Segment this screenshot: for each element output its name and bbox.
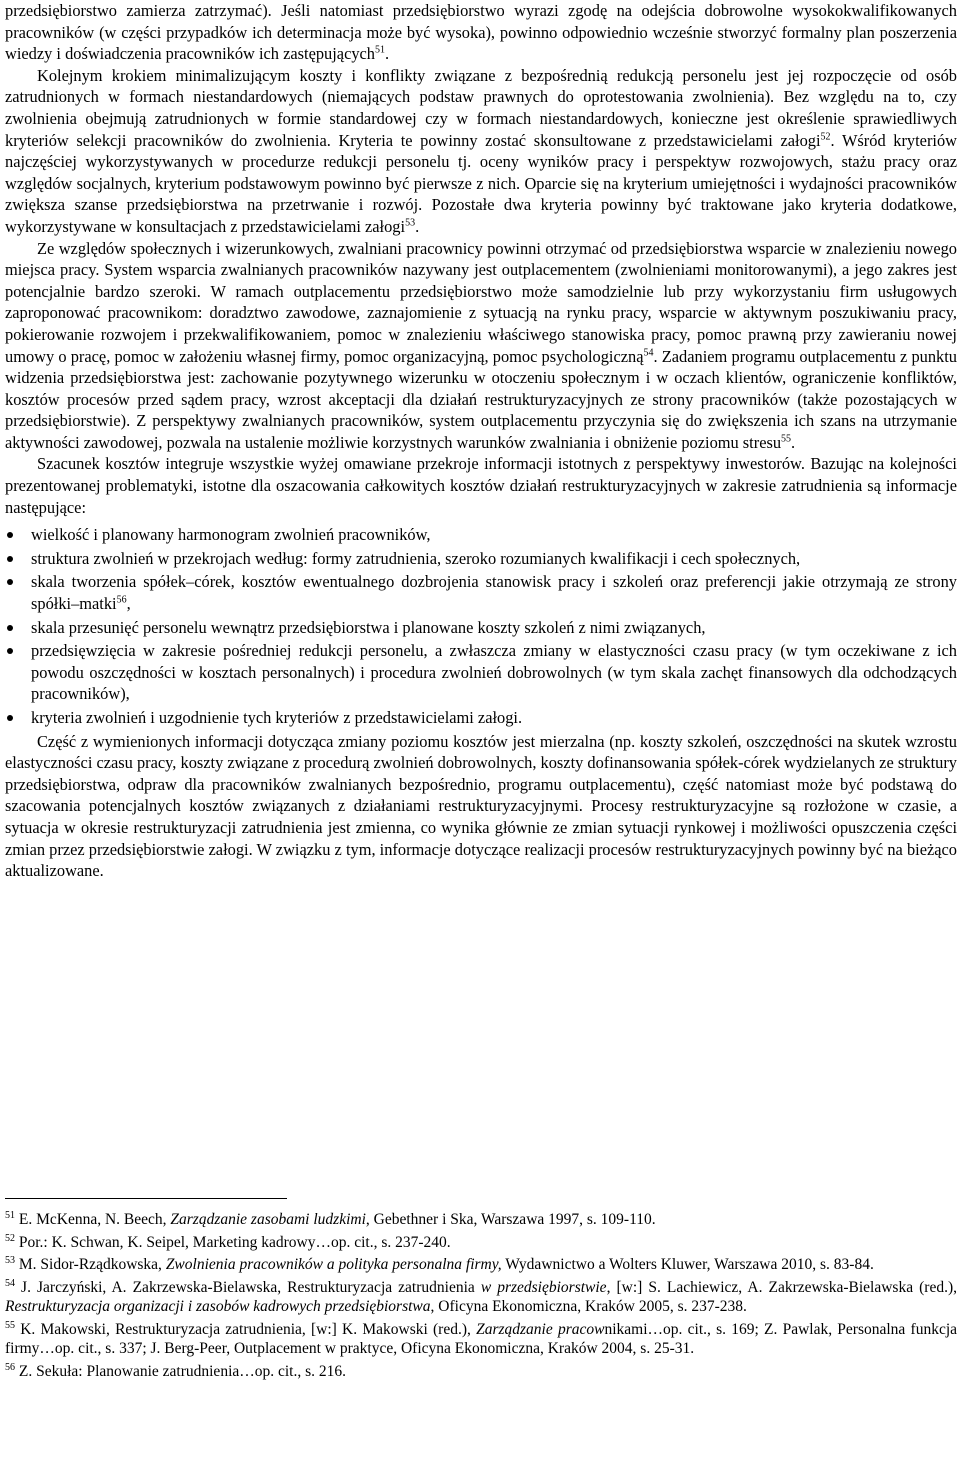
footnote-text: , Oficyna Ekonomiczna, Kraków 2005, s. 237-238. xyxy=(430,1298,747,1315)
footnote-54 xyxy=(5,1278,957,1317)
paragraph-3 xyxy=(5,238,957,454)
bullet-icon xyxy=(7,579,13,585)
list-item xyxy=(5,707,957,729)
footnote-text: K. Makowski, Restrukturyzacja zatrudnienia, [w:] K. Makowski (red.), xyxy=(20,1320,477,1338)
footnote-number: 52 xyxy=(5,1232,15,1244)
footnote-ref-52[interactable]: 52 xyxy=(820,131,831,143)
footnote-text: M. Sidor-Rządkowska, xyxy=(18,1256,166,1273)
footnote-ref-51[interactable]: 51 xyxy=(375,44,386,56)
footnote-52 xyxy=(5,1233,957,1253)
footnote-number: 55 xyxy=(5,1319,15,1331)
footnote-text: Z. Sekuła: Planowanie zatrudnienia…op. cit., s. 216. xyxy=(18,1362,347,1380)
footnote-ref-54[interactable]: 54 xyxy=(643,347,654,359)
paragraph-4: Szacunek kosztów integruje wszystkie wyżej omawiane przekroje informacji istotnych z perspektywy inwestorów. Bazując na kolejności prezentowanej problematyki, istotne dla oszacowania całkowitych kosztów działań restrukturyzacyjnych w zakresie zatrudnienia są informacje następujące: xyxy=(5,454,957,517)
bullet-icon xyxy=(7,532,13,538)
list-item-text: kryteria zwolnień i uzgodnienie tych kryteriów z przedstawicielami załogi. xyxy=(31,708,523,727)
bullet-list xyxy=(5,524,957,728)
footnote-divider xyxy=(5,1198,287,1199)
footnote-number: 51 xyxy=(5,1209,15,1221)
footnote-ref-56[interactable]: 56 xyxy=(116,594,127,606)
list-item xyxy=(5,548,957,570)
paragraph-1-end: . xyxy=(385,44,390,64)
bullet-icon xyxy=(7,625,13,631)
list-item xyxy=(5,617,957,639)
document-page xyxy=(5,0,957,882)
footnote-text: nikami…op. cit., s. 169; Z. Pawlak, Personalna funkcja firmy…op. cit., s. 337; J. Berg-Peer, Outplacement w praktyce, Oficyna Ekonomiczna, Kraków 2004, s. 25-31. xyxy=(5,1320,958,1357)
footnote-number: 54 xyxy=(5,1277,15,1289)
bullet-icon xyxy=(7,648,13,654)
paragraph-3-text-a: Ze względów społecznych i wizerunkowych, zwalniani pracownicy powinni otrzymać od przedsiębiorstwa wsparcie w znalezieniu nowego miejsca pracy. System wsparcia zwalnianych pracowników nazywany jest outplacementem (zwolnieniami monitorowanymi), a jego zakres jest potencjalnie bardzo szeroki. W ramach outplacementu przedsiębiorstwo może samodzielnie lub przy wykorzystaniu firm usługowych zaproponować pracownikom: doradztwo zawodowe, zaznajomienie z sytuacją na rynku pracy, wsparcie w aktywnym poszukiwaniu pracy, pokierowanie rozwojem i przekwalifikowaniem, pomoc w znalezieniu właściwego stanowiska pracy, pomoc prawną przy zawieraniu nowej umowy o pracę, pomoc w założeniu własnej firmy, pomoc organizacyjną, pomoc psychologiczną xyxy=(5,238,957,366)
list-item-text: skala tworzenia spółek–córek, kosztów ewentualnego dozbrojenia stanowisk pracy i szkoleń oraz preferencji jakie otrzymają ze strony spółki–matki xyxy=(31,572,957,614)
footnote-56 xyxy=(5,1362,957,1382)
footnote-text: , Gebethner i Ska, Warszawa 1997, s. 109-110. xyxy=(365,1211,656,1228)
paragraph-5: Część z wymienionych informacji dotycząca zmiany poziomu kosztów jest mierzalna (np. koszty szkoleń, oszczędności na skutek wzrostu elastyczności czasu pracy, koszty związane z procedurą zwolnień dobrowolnych, koszty dofinansowania spółek-córek wydzielanych ze struktury przedsiębiorstwa, odpraw dla pracowników zwalnianych bezpośrednio, programu outplacementu), część natomiast może być podstawą do szacowania potencjalnych kosztów związanych z działaniami restrukturyzacyjnymi. Procesy restrukturyzacyjne są rozłożone w czasie, a sytuacja w okresie restrukturyzacji zatrudnienia jest zmienna, co wynika głównie ze zmian sytuacji rynkowej i możliwości opuszczenia części zmian przez przedsiębiorstwie załogi. W związku z tym, informacje dotyczące realizacji procesów restrukturyzacyjnych powinny być na bieżąco aktualizowane. xyxy=(5,731,957,881)
footnote-53 xyxy=(5,1255,957,1275)
footnote-55 xyxy=(5,1320,957,1359)
paragraph-2 xyxy=(5,65,957,238)
footnote-text: J. Jarczyński, A. Zakrzewska-Bielawska, Restrukturyzacja zatrudnienia xyxy=(21,1278,481,1296)
footnote-text: Wydawnictwo a Wolters Kluwer, Warszawa 2010, s. 83-84. xyxy=(501,1256,874,1273)
footnote-title: Zarządzanie pracow xyxy=(476,1320,605,1338)
list-item xyxy=(5,640,957,705)
footnote-text: Por.: K. Schwan, K. Seipel, Marketing kadrowy…op. cit., s. 237-240. xyxy=(18,1233,451,1251)
paragraph-1-text: przedsiębiorstwo zamierza zatrzymać). Jeśli natomiast przedsiębiorstwo wyrazi zgodę na odejścia dobrowolne wysokokwalifikowanych pracowników (w części przypadków ich determinacja może być wysoka), powinno odpowiednio wcześnie stworzyć formalny plan poszerzenia wiedzy i doświadczenia pracowników ich zastępujących xyxy=(5,1,957,64)
list-item xyxy=(5,524,957,546)
paragraph-2-text-b: . Wśród kryteriów najczęściej wykorzystywanych w procedurze redukcji personelu tj. oceny wyników pracy i perspektyw rozwojowych, stażu pracy oraz względów socjalnych, kryterium podstawowym powinno być pierwsze z nich. Oparcie się na kryterium umiejętności i wydajności pracowników zwiększa szanse przedsiębiorstwa na przetrwanie i rozwój. Pozostałe dwa kryteria powinny być traktowane jako kryteria dodatkowe, wykorzystywane w konsultacjach z przedstawicielami załogi xyxy=(5,130,957,236)
footnote-text: E. McKenna, N. Beech, xyxy=(18,1211,171,1228)
list-item-end: , xyxy=(126,594,131,614)
footnote-title: Restrukturyzacja organizacji i zasobów kadrowych przedsiębiorstwa xyxy=(5,1298,431,1315)
footnote-ref-55[interactable]: 55 xyxy=(781,433,792,445)
list-item-text: struktura zwolnień w przekrojach według: formy zatrudnienia, szeroko rozumianych kwalifikacji i cech społecznych, xyxy=(31,548,801,568)
paragraph-1 xyxy=(5,0,957,65)
footnote-number: 56 xyxy=(5,1361,15,1373)
paragraph-2-end: . xyxy=(415,216,420,236)
footnotes xyxy=(5,1210,957,1384)
footnote-title: Zarządzanie zasobami ludzkimi xyxy=(170,1211,366,1228)
footnote-text: , [w:] S. Lachiewicz, A. Zakrzewska-Bielawska (red.), xyxy=(606,1278,957,1296)
footnote-51 xyxy=(5,1210,957,1230)
list-item-text: wielkość i planowany harmonogram zwolnień pracowników, xyxy=(31,525,431,545)
list-item xyxy=(5,571,957,614)
bullet-icon xyxy=(7,556,13,562)
footnote-title: Zwolnienia pracowników a polityka personalna firmy, xyxy=(165,1256,502,1273)
bullet-icon xyxy=(7,715,13,721)
paragraph-3-end: . xyxy=(791,432,796,452)
paragraph-3-text-b: . Zadaniem programu outplacementu z punktu widzenia przedsiębiorstwa jest: zachowanie pozytywnego wizerunku w otoczeniu społecznym i w oczach klientów, ograniczenie konfliktów, kosztów procesów przed sądem pracy, wzrost akceptacji dla działań restrukturyzacyjnych ze strony pracowników (także pozostających w przedsiębiorstwie). Z perspektywy zwalnianych pracowników, system outplacementu przyczynia się do zwiększenia ich szans na utrzymanie aktywności zawodowej, pozwala na ustalenie możliwie korzystnych warunków zwalniania i obniżenie poziomu stresu xyxy=(5,346,957,452)
footnote-ref-53[interactable]: 53 xyxy=(405,217,416,229)
list-item-text: skala przesunięć personelu wewnątrz przedsiębiorstwa i planowane koszty szkoleń z nimi związanych, xyxy=(31,617,706,637)
list-item-text: przedsięwzięcia w zakresie pośredniej redukcji personelu, a zwłaszcza zmiany w elastyczności czasu pracy (w tym oczekiwane z ich powodu oszczędności w kosztach personalnych) i procedura zwolnień dobrowolnych (w tym skala zachęt finansowych dla odchodzących pracowników), xyxy=(31,641,957,704)
footnote-number: 53 xyxy=(5,1254,15,1266)
paragraph-2-text-a: Kolejnym krokiem minimalizującym koszty i konflikty związane z bezpośrednią redukcją personelu jest jej rozpoczęcie od osób zatrudnionych w formach niestandardowych (niemających podstaw prawnych do oprotestowania zwolnienia). Bez względu na to, czy zwolnienia obejmują zatrudnionych w formie standardowej czy w formach niestandardowych, konieczne jest określenie sprawiedliwych kryteriów selekcji pracowników do zwolnienia. Kryteria te powinny zostać skonsultowane z przedstawicielami załogi xyxy=(5,65,957,150)
footnote-title: w przedsiębiorstwie xyxy=(480,1278,607,1296)
